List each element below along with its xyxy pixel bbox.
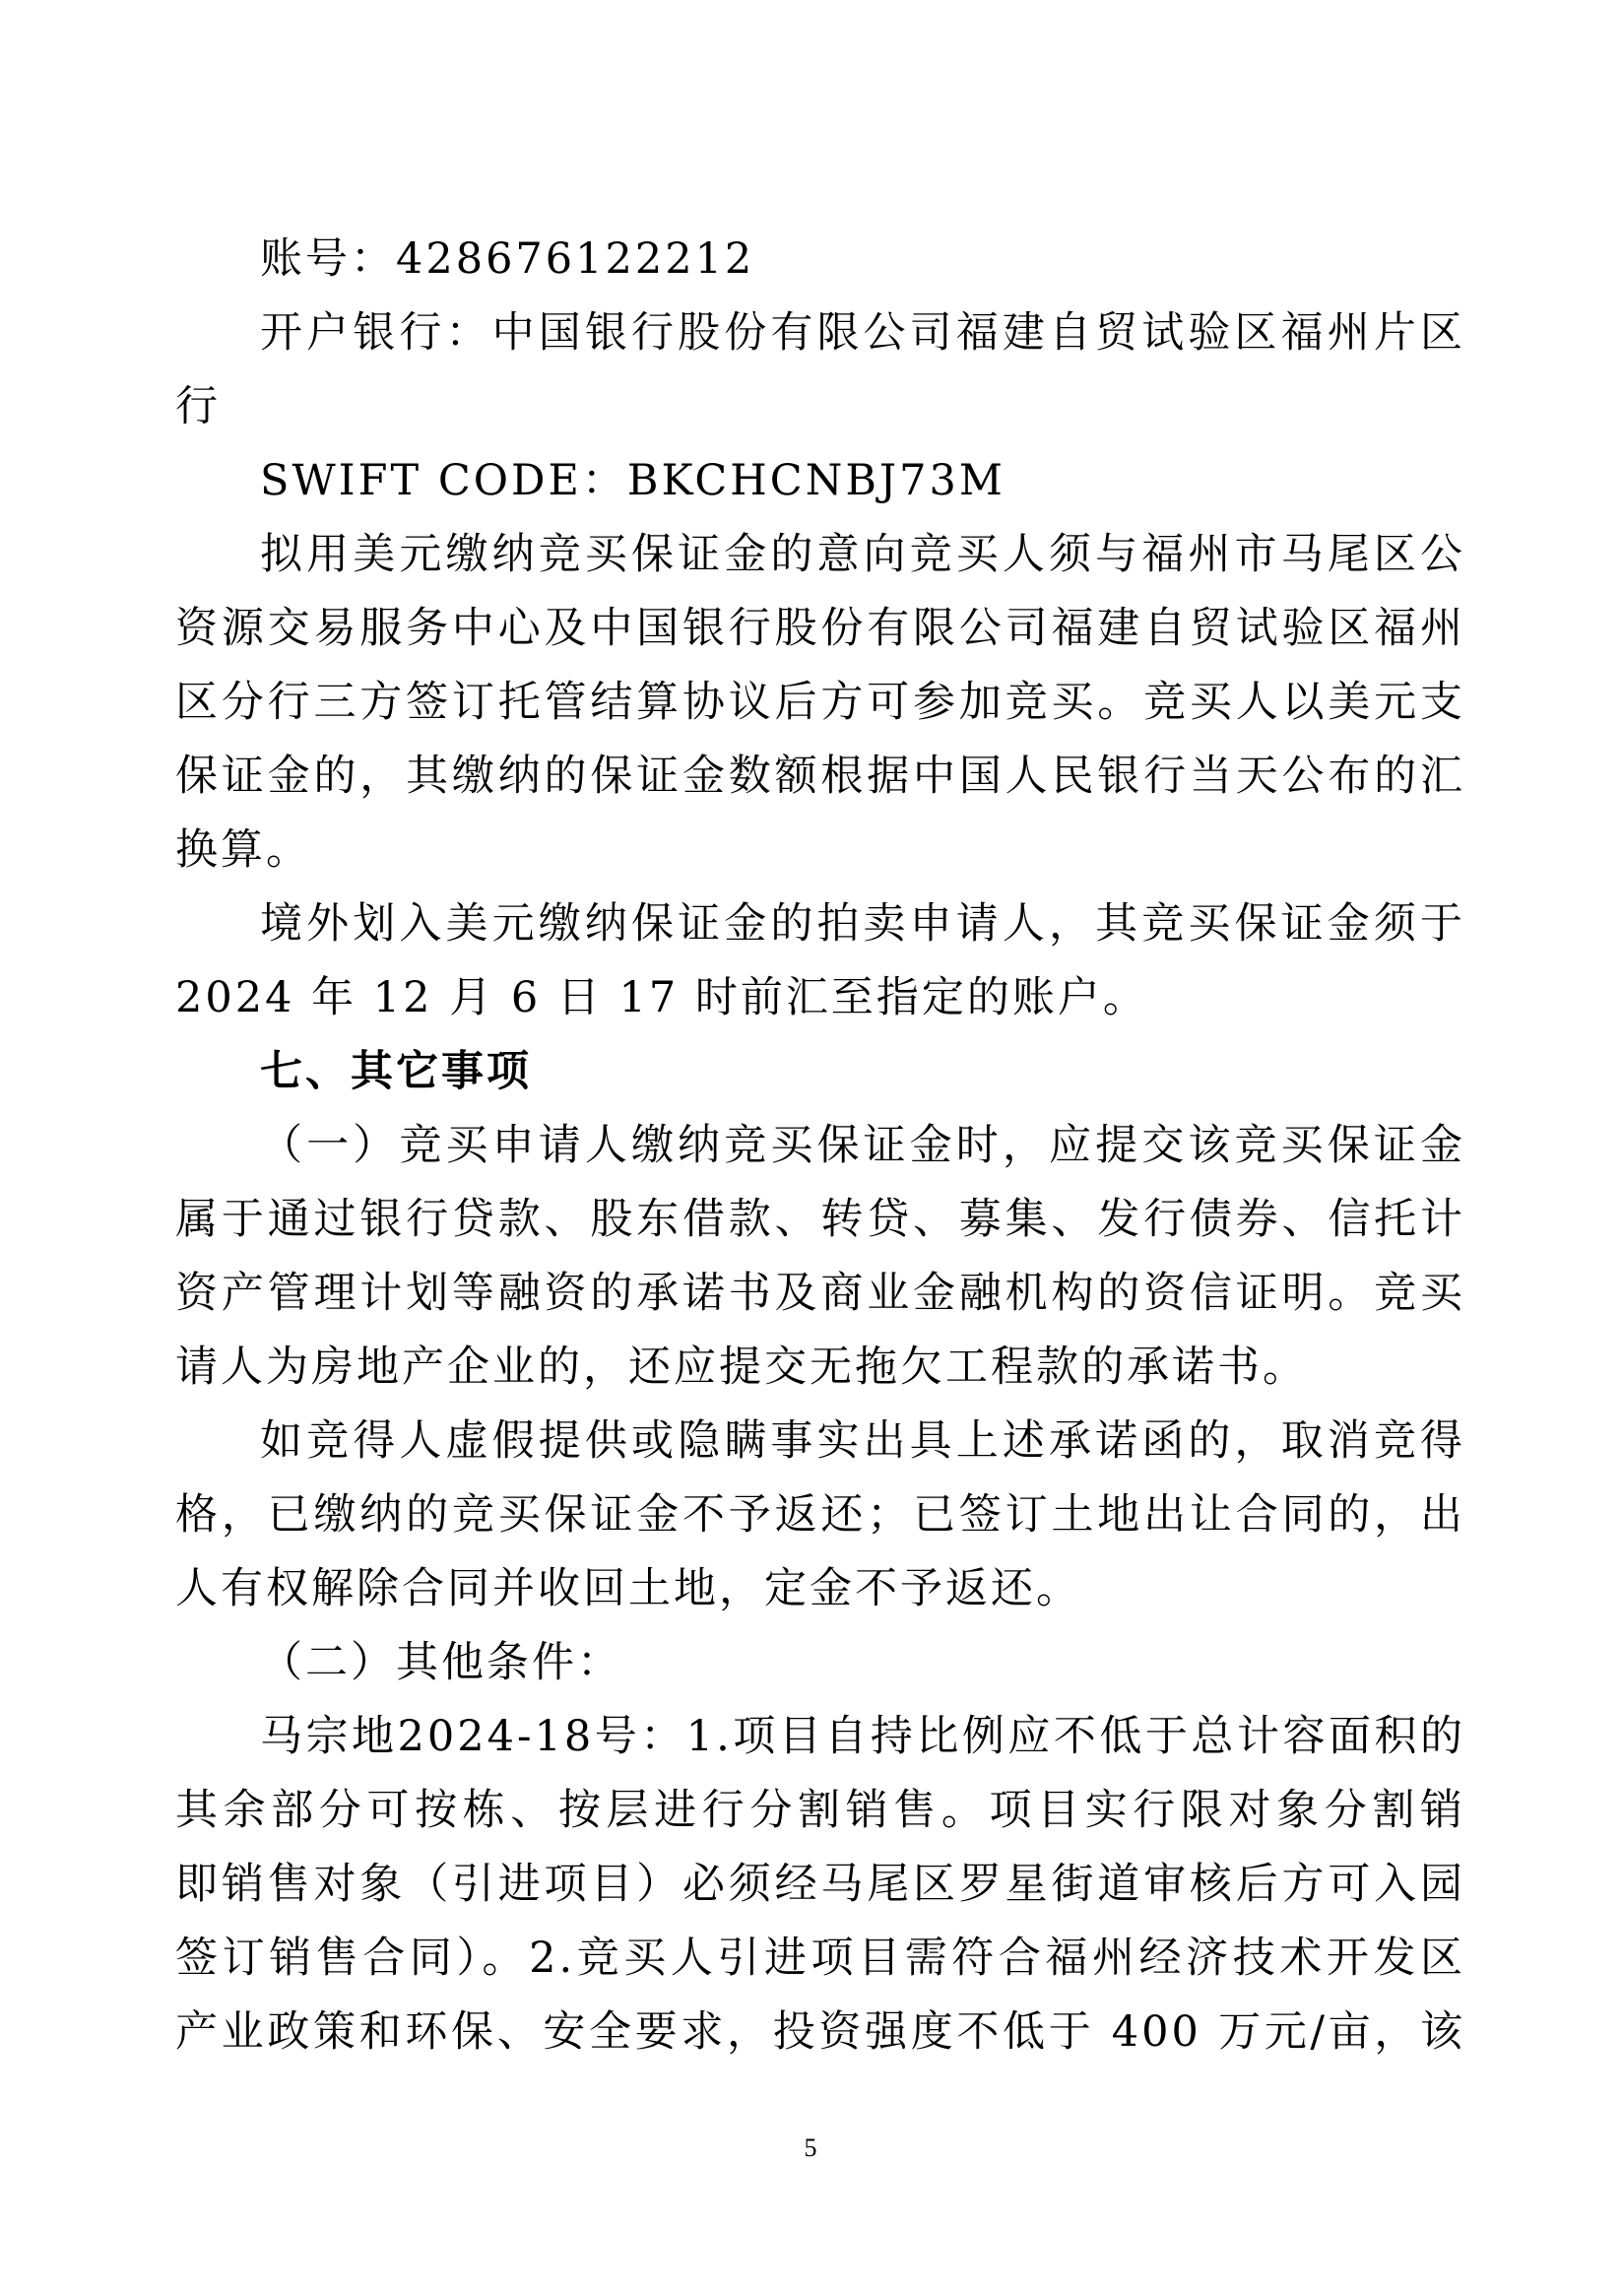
body-text-line: 请人为房地产企业的，还应提交无拖欠工程款的承诺书。 [175,1343,1308,1392]
body-text-line: 即销售对象（引进项目）必须经马尾区罗星街道审核后方可入园 [175,1860,1465,1909]
body-text-line: 资源交易服务中心及中国银行股份有限公司福建自贸试验区福州 [175,604,1465,653]
body-text-line: 区分行三方签订托管结算协议后方可参加竞买。竞买人以美元支 [175,678,1465,727]
body-text-line: 拟用美元缴纳竞买保证金的意向竞买人须与福州市马尾区公 [260,530,1465,579]
body-text-line: （二）其他条件： [260,1638,622,1687]
body-text-line: 格，已缴纳的竞买保证金不予返还；已签订土地出让合同的，出 [175,1490,1465,1540]
body-text-line: 2024 年 12 月 6 日 17 时前汇至指定的账户。 [175,973,1148,1022]
body-text-line: （一）竞买申请人缴纳竞买保证金时，应提交该竞买保证金 [260,1121,1465,1170]
body-text-line: 如竞得人虚假提供或隐瞒事实出具上述承诺函的，取消竞得 [260,1416,1465,1466]
body-text-line: 境外划入美元缴纳保证金的拍卖申请人，其竞买保证金须于 [260,899,1465,949]
body-text-line: 保证金的，其缴纳的保证金数额根据中国人民银行当天公布的汇 [175,752,1465,801]
body-text-line: 其余部分可按栋、按层进行分割销售。项目实行限对象分割销 [175,1786,1465,1835]
section-heading: 七、其它事项 [260,1047,532,1096]
body-text-line: 资产管理计划等融资的承诺书及商业金融机构的资信证明。竞买 [175,1269,1465,1318]
body-text-line: 属于通过银行贷款、股东借款、转贷、募集、发行债券、信托计 [175,1195,1465,1244]
body-text-line: 换算。 [175,825,311,875]
body-text-line: 人有权解除合同并收回土地，定金不予返还。 [175,1564,1081,1613]
body-text-line: 行 [175,382,221,431]
body-text-line: SWIFT CODE：BKCHCNBJ73M [260,456,1005,505]
document-body [175,223,1465,2069]
body-text-line: 账号：428676122212 [260,234,755,284]
page-number: 5 [804,2133,817,2162]
body-text-line: 马宗地2024-18号：1.项目自持比例应不低于总计容面积的 [260,1712,1465,1761]
body-text-line: 开户银行：中国银行股份有限公司福建自贸试验区福州片区 [260,308,1465,358]
body-text-line: 产业政策和环保、安全要求，投资强度不低于 400 万元/亩，该 [175,2007,1465,2057]
body-text-line: 签订销售合同）。2.竞买人引进项目需符合福州经济技术开发区 [175,1934,1465,1983]
